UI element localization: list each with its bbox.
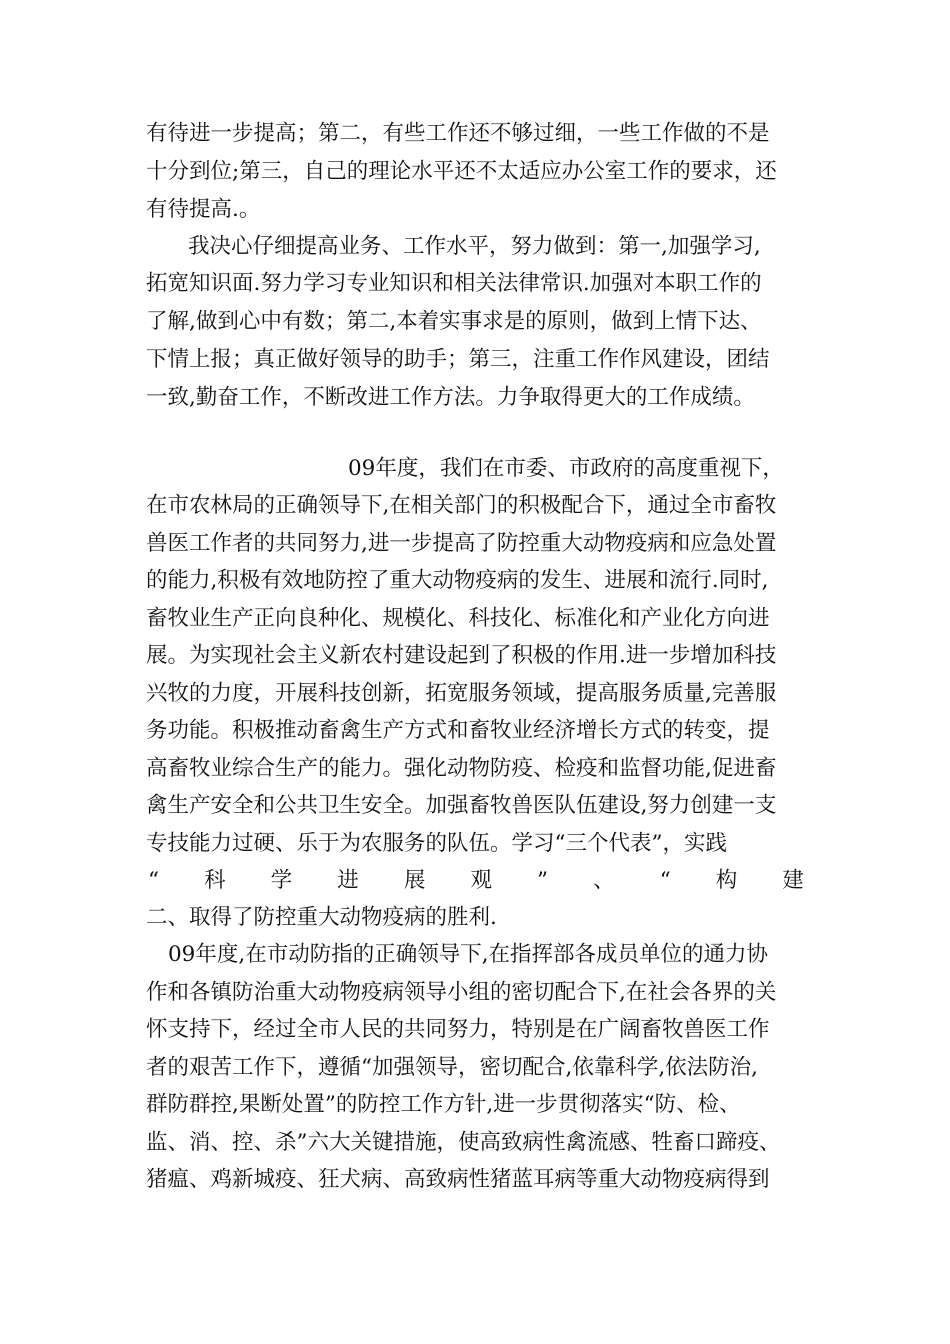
spread-char: 、 [593,868,615,893]
spread-char: 进 [337,868,359,893]
text-line: 了解,做到心中有数；第二,本着实事求是的原则，做到上情下达、 [146,309,762,334]
text-line: 务功能。积极推动畜禽生产方式和畜牧业经济增长方式的转变，提 [146,718,770,743]
text-line: 在市农林局的正确领导下,在相关部门的积极配合下，通过全市畜牧 [146,493,777,518]
text-line: 作和各镇防治重大动物疫病领导小组的密切配合下,在社会各界的关 [146,980,777,1005]
spread-char: 学 [270,868,293,893]
text-line: 禽生产安全和公共卫生安全。加强畜牧兽医队伍建设,努力创建一支 [146,793,777,818]
text-line: 兴牧的力度，开展科技创新，拓宽服务领域，提高服务质量,完善服 [146,681,777,706]
spread-char: 建 [782,868,804,893]
spread-char: 科 [204,868,226,893]
section-heading: 二、取得了防控重大动物疫病的胜利. [146,905,497,930]
text-line: 专技能力过硬、乐于为农服务的队伍。学习“三个代表”，实践 [146,831,727,856]
text-line: 者的艰苦工作下，遵循“加强领导，密切配合,依靠科学,依法防治, [146,1055,758,1080]
text-line: 的能力,积极有效地防控了重大动物疫病的发生、进展和流行.同时, [146,568,769,593]
text-line: 展。为实现社会主义新农村建设起到了积极的作用.进一步增加科技 [146,643,777,668]
text-line: 监、消、控、杀”六大关键措施，使高致病性禽流感、牲畜口蹄疫、 [146,1130,781,1155]
text-line: 一致,勤奋工作，不断改进工作方法。力争取得更大的工作成绩。 [146,385,755,410]
text-line: 十分到位;第三，自己的理论水平还不太适应办公室工作的要求，还 [146,159,777,184]
text-line: 怀支持下，经过全市人民的共同努力，特别是在广阔畜牧兽医工作 [146,1017,770,1042]
text-line: 下情上报；真正做好领导的助手；第三，注重工作作风建设，团结 [146,347,770,372]
paragraph-first-line: 09年度,在市动防指的正确领导下,在指挥部各成员单位的通力协 [168,942,769,967]
text-line: 拓宽知识面.努力学习专业知识和相关法律常识.加强对本职工作的 [146,271,762,296]
text-line: 群防群控,果断处置”的防控工作方针,进一步贯彻落实“防、检、 [146,1092,741,1117]
text-line: 高畜牧业综合生产的能力。强化动物防疫、检疫和监督功能,促进畜 [146,756,777,781]
spread-char: 构 [715,868,738,893]
spread-text-line [148,863,804,899]
text-line: 猪瘟、鸡新城疫、狂犬病、高致病性猪蓝耳病等重大动物疫病得到 [146,1167,770,1192]
paragraph-first-line: 我决心仔细提高业务、工作水平，努力做到：第一,加强学习, [188,234,761,259]
spread-char: “ [659,868,671,893]
text-line: 有待提高.。 [146,197,261,222]
spread-char: 观 [470,868,492,893]
spread-char: “ [148,868,159,893]
spread-char: 展 [403,868,426,893]
text-line: 兽医工作者的共同努力,进一步提高了防控重大动物疫病和应急处置 [146,531,777,556]
text-line: 畜牧业生产正向良种化、规模化、科技化、标准化和产业化方向进 [146,606,770,631]
paragraph-first-line: 09年度，我们在市委、市政府的高度重视下， [348,456,784,481]
text-line: 有待进一步提高；第二，有些工作还不够过细，一些工作做的不是 [146,121,770,146]
spread-char: ” [537,868,549,893]
